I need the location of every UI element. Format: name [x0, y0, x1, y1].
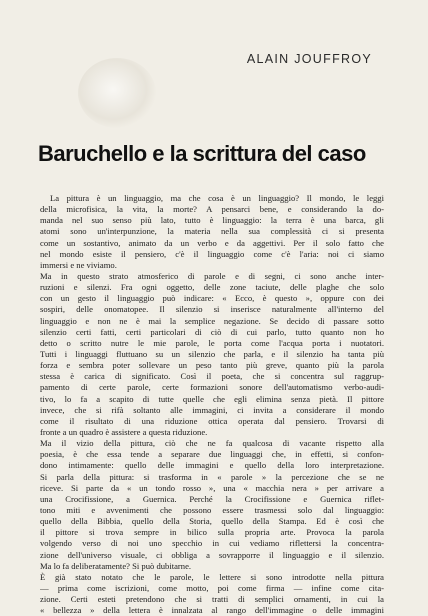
text-line: fronte a un quadro è assistere a questa riduzione. — [40, 426, 208, 437]
text-line: Si parla della pittura: si trasforma in « parole » la percezione che se ne — [40, 471, 384, 482]
embossed-seal — [78, 58, 156, 128]
text-line: riceve. Si parte da « un tondo rosso », una « macchia nera » per arrivare a — [40, 482, 384, 493]
text-line: dono intimamente: quello delle immagini e quello della loro interpretazione. — [40, 460, 384, 471]
text-line: tono miti e avvenimenti che possono essere trasmessi solo dal linguaggio: — [40, 504, 384, 515]
text-line: — prima come iscrizioni, come motto, poi come firma — infine come cita- — [40, 582, 384, 593]
text-line: nel mondo esiste il pensiero, c'è il linguaggio come c'è l'aria: noi ci siamo — [40, 248, 384, 259]
text-line: con un gesto il linguaggio può indicare: « Ecco, è questo », oppure con dei — [40, 293, 384, 304]
text-line: invece, che si rifà soltanto alle immagini, ci invita a considerare il mondo — [40, 404, 384, 415]
text-line: il pittore si trova sempre in bilico sulla propria arte. Provoca la parola — [40, 527, 384, 538]
text-line: Ma lo fa deliberatamente? Si può dubitarne. — [40, 560, 192, 571]
text-line: atomi sono un'interpunzione, la materia nella sua complessità ci si presenta — [40, 226, 384, 237]
text-line: Ma il vizio della pittura, ciò che ne fa qualcosa di vacante rispetto alla — [40, 438, 384, 449]
text-line: stessa è carica di significato. Così il poeta, che si concentra sul raggrup- — [40, 371, 384, 382]
text-line: zione dell'universo visuale, ci obbliga a sovrapporre il linguaggio e il silenzio. — [40, 549, 384, 560]
text-line: della microfisica, la vita, la morte? A pensarci bene, e considerando la do- — [40, 204, 384, 215]
text-line: forza e sembra poter sollevare un peso tanto più greve, quanto più la parola — [40, 360, 384, 371]
text-line: detto o scritto nutre le mie parole, le porta come l'acqua porta i nuotatori. — [40, 337, 384, 348]
text-line: volgendo verso di noi uno specchio in cui vediamo riflettersi la concentra- — [40, 538, 384, 549]
text-line: È già stato notato che le parole, le lettere si sono introdotte nella pittura — [40, 571, 384, 582]
text-line: tivo, lo fa a scapito di tutte quelle che egli elimina senza pietà. Il pittore — [40, 393, 384, 404]
text-line: La pittura è un linguaggio, ma che cosa è un linguaggio? Il mondo, le leggi — [50, 193, 384, 203]
text-line: come un sostantivo, animato da un verbo e da aggettivi. Per il solo fatto che — [40, 237, 384, 248]
text-line: silenzio certi fatti, certi particolari di ciò di cui parlo, tutto quanto non ho — [40, 326, 384, 337]
text-line: zione. Certi esteti pretendono che si tratti di semplici ornamenti, in cui la — [40, 594, 384, 605]
article-body — [40, 193, 384, 616]
article-title: Baruchello e la scrittura del caso — [38, 141, 366, 166]
text-line: « bellezza » della lettera è innalzata al rango dell'immagine o delle immagini — [40, 605, 384, 616]
text-line: come il risultato di una riduzione ottica operata dal pensiero. Trovarsi di — [40, 415, 384, 426]
text-line: una Crocifissione, a Guernica. Perché la Crocifissione e Guernica riflet- — [40, 493, 384, 504]
text-line: ruzioni e silenzi. Fra ogni oggetto, delle zone taciute, delle plaghe che solo — [40, 282, 384, 293]
text-line: sospiri, delle onomatopee. Il silenzio si inserisce naturalmente all'interno del — [40, 304, 384, 315]
text-line: pamento di certe parole, certe formazioni sonore dell'automatismo verbo-audi- — [40, 382, 384, 393]
text-line: manda nel suo senso più lato, tutto è linguaggio: la terra è una barca, gli — [40, 215, 384, 226]
text-line: linguaggio e non ne è mai la semplice negazione. Se decido di passare sotto — [40, 315, 384, 326]
text-line: immersi e ne viviamo. — [40, 259, 117, 270]
text-line: quello della Bibbia, quello della Storia, quello della Stampa. Ed è così che — [40, 516, 384, 527]
text-line: poesia, è che essa tende a separare due linguaggi che, in effetti, si confon- — [40, 449, 384, 460]
text-line: Ma in questo strato atmosferico di parole e di segni, ci sono anche inter- — [40, 270, 384, 281]
text-line: Tutti i linguaggi fluttuano su un silenzio che parla, e il silenzio ha tanta più — [40, 348, 384, 359]
author-name: ALAIN JOUFFROY — [246, 52, 372, 66]
